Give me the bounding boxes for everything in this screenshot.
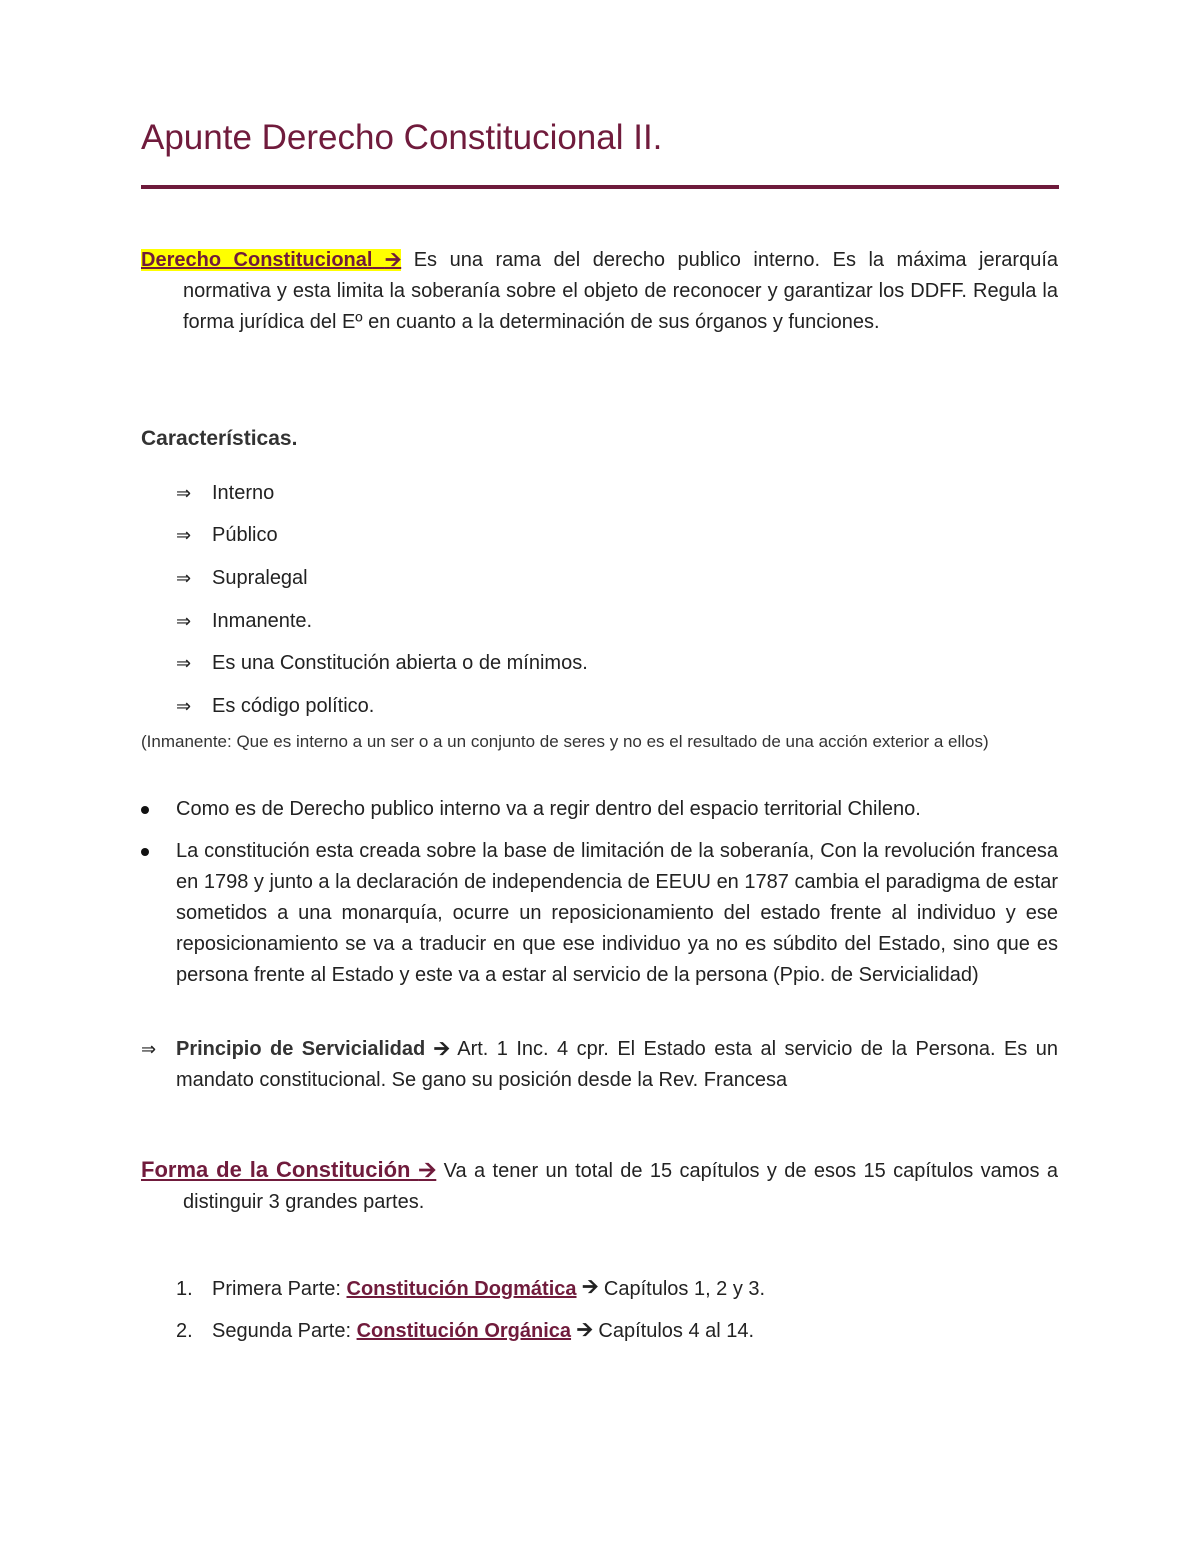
bullet-text: La constitución esta creada sobre la base de limitación de la soberanía, Con la revolución francesa en 1798 y junto a la declaración de independencia de EEUU en 1787 cambia el paradigma de estar sometidos a una monarquía, ocurre un reposicionamiento del estado frente al individuo y ese reposicionamiento se va a traducir en que ese individuo ya no es súbdito del Estado, sino que es persona frente al Estado y este va a estar al servicio de la persona (Ppio. de Servicialidad) — [176, 840, 1058, 986]
bullet-item — [141, 836, 1058, 991]
list-item — [176, 600, 588, 643]
part-term: Constitución Orgánica — [356, 1320, 572, 1343]
right-arrow-icon: 🡪 — [384, 249, 402, 271]
list-item-text: Público — [212, 524, 278, 547]
bullet-item — [141, 794, 1058, 825]
list-number: 2. — [176, 1320, 193, 1343]
right-arrow-icon: 🡪 — [433, 1038, 450, 1060]
part-text: Capítulos 4 al 14. — [598, 1320, 755, 1343]
double-arrow-icon: ⇒ — [176, 567, 192, 588]
bullet-text: Como es de Derecho publico interno va a regir dentro del espacio territorial Chileno. — [176, 798, 921, 820]
list-item — [176, 557, 588, 600]
forma-term — [141, 1157, 436, 1182]
double-arrow-icon: ⇒ — [176, 653, 192, 674]
title-underline — [141, 185, 1059, 189]
list-item — [176, 1311, 765, 1354]
double-arrow-icon: ⇒ — [176, 525, 192, 546]
definition-term — [141, 249, 401, 271]
double-arrow-icon: ⇒ — [176, 482, 192, 503]
part-label: Primera Parte: — [212, 1277, 341, 1300]
list-item-text: Es una Constitución abierta o de mínimos. — [212, 652, 588, 675]
double-arrow-icon: ⇒ — [141, 1039, 157, 1059]
definition-paragraph — [141, 245, 1058, 338]
list-item-text: Supralegal — [212, 566, 308, 589]
list-item-text: Inmanente. — [212, 609, 313, 632]
inmanente-note: (Inmanente: Que es interno a un ser o a un conjunto de seres y no es el resultado de una acción exterior a ellos) — [141, 732, 989, 751]
caracteristicas-heading: Características. — [141, 427, 298, 450]
forma-text: Va a tener un total de 15 capítulos y de esos 15 capítulos vamos a distinguir 3 grandes partes. — [183, 1160, 1058, 1213]
right-arrow-icon: 🡪 — [418, 1157, 437, 1182]
definition-term-text: Derecho Constitucional — [141, 249, 373, 271]
document-title: Apunte Derecho Constitucional II. — [141, 118, 663, 157]
part-label: Segunda Parte: — [212, 1320, 351, 1343]
double-arrow-icon: ⇒ — [176, 695, 192, 716]
parts-list — [176, 1268, 765, 1353]
principle-text: Art. 1 Inc. 4 cpr. El Estado esta al servicio de la Persona. Es un mandato constitucional. Se gano su posición desde la Rev. Francesa — [176, 1038, 1058, 1091]
forma-paragraph — [141, 1154, 1058, 1218]
right-arrow-icon: 🡪 — [576, 1318, 593, 1341]
part-text: Capítulos 1, 2 y 3. — [603, 1277, 766, 1300]
list-item-text: Es código político. — [212, 694, 375, 717]
forma-term-text: Forma de la Constitución — [141, 1157, 411, 1182]
caracteristicas-list — [176, 472, 588, 728]
principle-paragraph — [141, 1034, 1058, 1096]
double-arrow-icon: ⇒ — [176, 610, 192, 631]
bullet-dot-icon — [141, 806, 149, 814]
list-item — [176, 642, 588, 685]
list-item — [176, 472, 588, 515]
right-arrow-icon: 🡪 — [582, 1276, 599, 1299]
list-item — [176, 1268, 765, 1311]
list-number: 1. — [176, 1277, 193, 1300]
list-item-text: Interno — [212, 481, 275, 504]
definition-text: Es una rama del derecho publico interno. Es la máxima jerarquía normativa y esta limita la soberanía sobre el objeto de reconocer y garantizar los DDFF. Regula la forma jurídica del Eº en cuanto a la determinación de sus órganos y funciones. — [183, 249, 1058, 333]
bullet-list — [141, 794, 1058, 1002]
part-term: Constitución Dogmática — [346, 1277, 577, 1300]
list-item — [176, 515, 588, 558]
principle-term: Principio de Servicialidad — [176, 1038, 426, 1060]
list-item — [176, 685, 588, 728]
bullet-dot-icon — [141, 848, 149, 856]
